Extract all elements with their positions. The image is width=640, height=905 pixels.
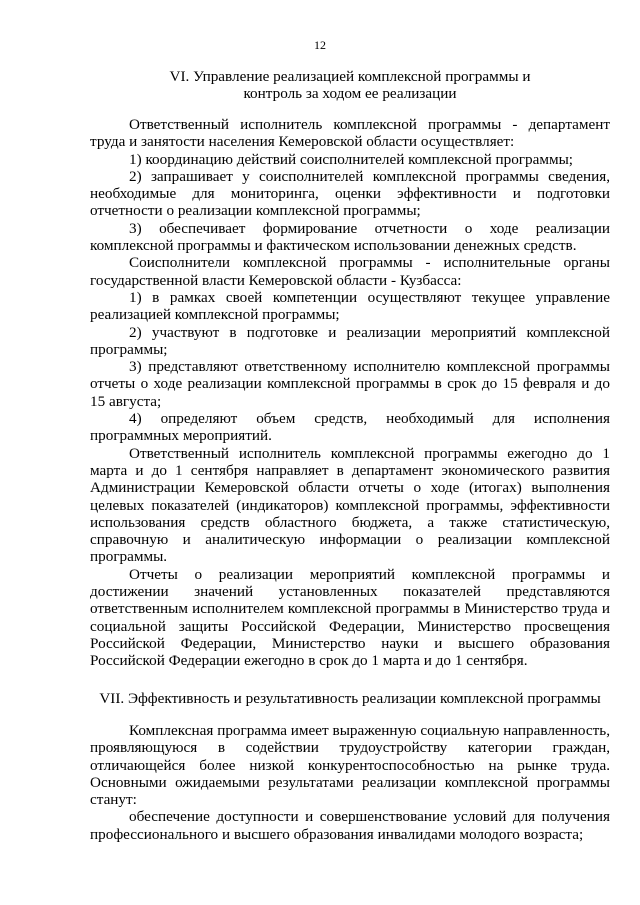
list-item: 3) обеспечивает формирование отчетности о ходе реализации комплексной программы и фактическом использовании денежных средств. [90,219,610,255]
section-7-body [90,722,610,843]
section-6-title-line-1: VI. Управление реализацией комплексной программы и [169,68,531,85]
section-6-heading [90,68,610,102]
list-item: 2) участвуют в подготовке и реализации мероприятий комплексной программы; [90,323,610,358]
section-7-heading: VII. Эффективность и результативность реализации комплексной программы [99,690,601,707]
section-6-title-line-2: контроль за ходом ее реализации [243,85,457,102]
paragraph: Отчеты о реализации мероприятий комплексной программы и достижении значений установленных показателей представляются ответственным исполнителем комплексной программы в Министерство труда и социальной защиты Российской Федерации, Министерство просвещения Российской Федерации, Министерство науки и высшего образования Российской Федерации ежегодно в срок до 1 марта и до 1 сентября. [90,565,610,670]
list-item: 1) координацию действий соисполнителей комплексной программы; [129,150,574,168]
list-item: 4) определяют объем средств, необходимый для исполнения программных мероприятий. [90,410,610,445]
paragraph: Ответственный исполнитель комплексной программы - департамент труда и занятости населения Кемеровской области осуществляет: [90,116,610,151]
paragraph: Ответственный исполнитель комплексной программы ежегодно до 1 марта и до 1 сентября направляет в департамент экономического развития Администрации Кемеровской области отчеты о ходе (итогах) выполнения целевых показателей (индикаторов) комплексной программы, эффективности использования средств областного бюджета, а также статистическую, справочную и аналитическую информации о реализации комплексной программы. [90,444,610,566]
paragraph: Комплексная программа имеет выраженную социальную направленность, проявляющуюся в содействии трудоустройству категории граждан, отличающейся более низкой конкурентоспособностью на рынке труда. Основными ожидаемыми результатами реализации комплексной программы станут: [90,722,610,809]
list-item: 1) в рамках своей компетенции осуществляют текущее управление реализацией комплексной программы; [90,288,610,324]
paragraph: Соисполнители комплексной программы - исполнительные органы государственной власти Кемеровской области - Кузбасса: [90,254,610,289]
list-item: 2) запрашивает у соисполнителей комплексной программы сведения, необходимые для мониторинга, оценки эффективности и подготовки отчетности о реализации комплексной программы; [90,167,610,220]
list-item: 3) представляют ответственному исполнителю комплексной программы отчеты о ходе реализации комплексной программы в срок до 15 февраля и до 15 августа; [90,358,610,410]
section-6-body [90,116,610,670]
paragraph: обеспечение доступности и совершенствование условий для получения профессионального и высшего образования инвалидами молодого возраста; [90,808,610,843]
page-number: 12 [314,38,326,52]
